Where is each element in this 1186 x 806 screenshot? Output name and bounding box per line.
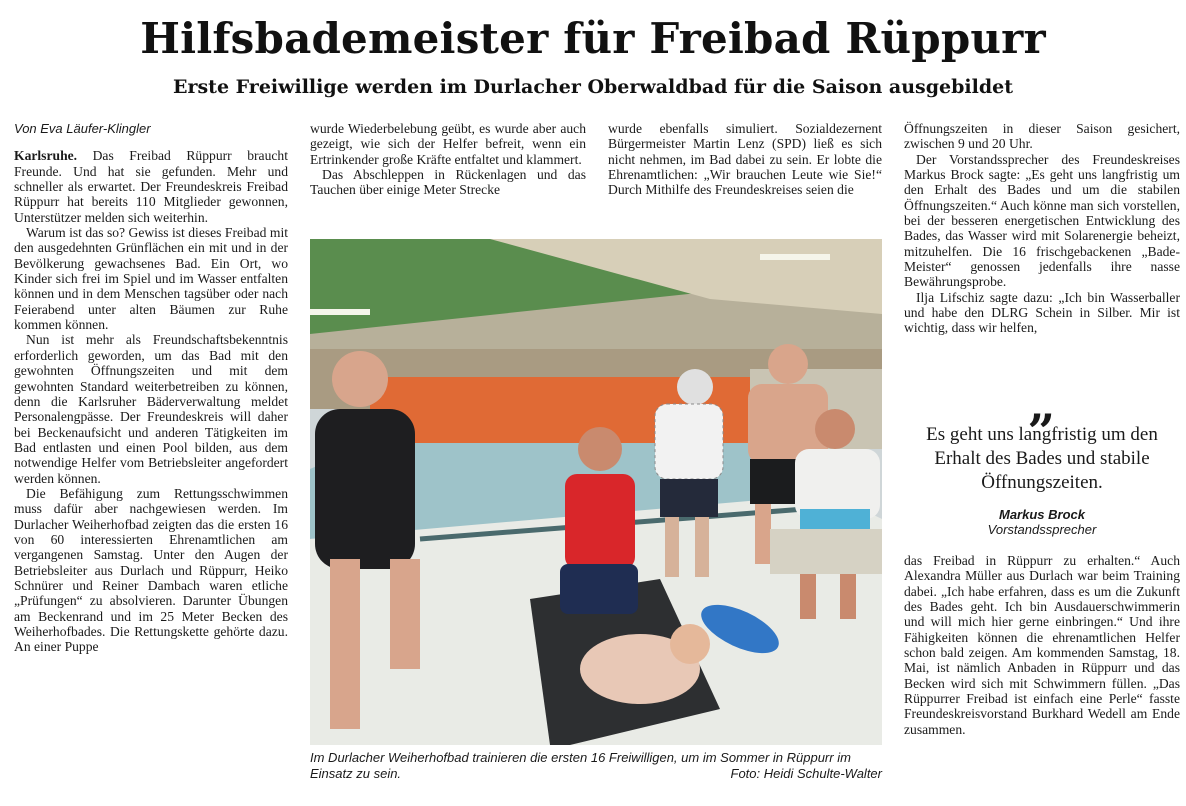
paragraph: Nun ist mehr als Freundschaftsbekenntnis erforderlich geworden, um das Bad mit den gewohnten Öffnungszeiten und mit dem gewohnten Standard weiterbetreiben zu können, denn die Karlsruher Bäderverwaltung meldet Personalengpässe. Der Freundeskreis will daher bei Beckenaufsicht und anderen Tätigkeiten im Bad entlasten und einen Pool bilden, aus dem notwendige Helfer vom Betriebsleiter angefordert werden können. <box>14 332 288 486</box>
article-column-2 <box>310 121 586 198</box>
person-elderly-skirt <box>660 479 718 517</box>
paragraph: wurde ebenfalls simuliert. Sozialdezernent Bürgermeister Martin Lenz (SPD) ließ es sich nicht nehmen, im Bad dabei zu sein. Er lobte die Ehrenamtlichen: „Wir brauchen Leute wie Sie!“ Durch Mithilfe des Freundeskreises seien die <box>608 121 882 198</box>
person-shirtless-leg <box>755 504 771 564</box>
instructor-shorts <box>560 564 638 614</box>
person-right-top <box>795 449 880 519</box>
paragraph: Das Abschleppen in Rückenlagen und das Tauchen über einige Meter Strecke <box>310 167 586 198</box>
quote-text: Es geht uns langfristig um den Erhalt des Bades und stabile Öffnungszeiten. <box>926 424 1158 493</box>
paragraph: Öffnungszeiten in dieser Saison gesichert, zwischen 9 und 20 Uhr. <box>904 121 1180 152</box>
article-headline: Hilfsbademeister für Freibad Rüppurr <box>140 14 1046 63</box>
swimming-pool-training-photo <box>310 239 882 745</box>
person-elderly-striped-top <box>655 404 723 479</box>
article-column-3 <box>608 121 882 198</box>
quote-author-role: Vorstandssprecher <box>987 522 1097 537</box>
person-elderly-head <box>677 369 713 405</box>
instructor-red-shirt <box>565 474 635 569</box>
photo-caption <box>310 750 882 782</box>
article-column-4-bottom <box>904 553 1180 737</box>
paragraph-text: Das Freibad Rüppurr braucht Freunde. Und hat sie gefunden. Mehr und schneller als erwartet. Der Freundeskreis Freibad Rüppurr hat bereits 110 Mitglieder gewonnen, Unterstützer melden sich weiterhin. <box>14 148 288 225</box>
person-elderly-leg <box>695 517 709 577</box>
caption-text: Im Durlacher Weiherhofbad trainieren die ersten 16 Freiwilligen, um im Sommer in Rüppurr im Einsatz zu sein. <box>310 750 851 781</box>
person-left-leg <box>330 559 360 729</box>
ceiling-light <box>760 254 830 260</box>
article-column-1 <box>14 121 288 655</box>
dateline: Karlsruhe. <box>14 148 78 164</box>
pull-quote <box>904 377 1180 537</box>
person-left-leg <box>390 559 420 669</box>
paragraph <box>14 148 288 225</box>
byline: Von Eva Läufer-Klingler <box>14 121 151 136</box>
paragraph: Der Vorstandssprecher des Freundeskreises Markus Brock sagte: „Es geht uns langfristig um den Erhalt des Bades und um die stabilen Öffnungszeiten.“ Auch könne man sich vorstellen, bei der besseren energetischen Entwicklung des Bades, das Wasser wird mit Solarenergie beheizt, mitzuhelfen. Die 16 frischgebackenen „Bade-Meister“ genossen jedenfalls ihre nasse Bewährungsprobe. <box>904 151 1180 290</box>
paragraph: Die Befähigung zum Rettungsschwimmen muss dafür aber nachgewiesen werden. Im Durlacher Weiherhofbad zeigten das die ersten 16 von 60 interessierten Ehrenamtlichen am vergangenen Samstag. Unter den Augen der Betriebsleiter aus Durlach und Rüppurr, Heiko Schnürer und Reiner Dambach waren etliche „Prüfungen“ zu absolvieren. Darunter Übungen am Beckenrand und im 25 Meter Becken des Weiherhofbades. Die Rettungskette gehörte dazu. An einer Puppe <box>14 485 288 655</box>
paragraph: wurde Wiederbelebung geübt, es wurde aber auch gezeigt, wie sich der Helfer befreit, wenn ein Ertrinkender große Kräfte entfaltet und klammert. <box>310 121 586 167</box>
person-left <box>315 409 415 569</box>
photo-credit: Foto: Heidi Schulte-Walter <box>730 766 882 781</box>
quote-mark-icon: „ <box>1028 377 1056 433</box>
instructor-head <box>578 427 622 471</box>
paragraph: das Freibad in Rüppurr zu erhalten.“ Auch Alexandra Müller aus Durlach war beim Training dabei. „Ich habe erfahren, dass es um die Zukunft des Bades geht. Ich bin Ausdauerschwimmerin und will mich hier gerne einbringen.“ Und ihre Fähigkeiten können die ehrenamtlichen Helfer schon bald zeigen. Am kommenden Samstag, 18. Mai, ist nämlich Anbaden in Rüppurr und das Becken wird sich mit Schwimmern füllen. „Das Rüppurrer Freibad ist einfach eine Perle“ fasste Freundeskreisvorstand Burkhard Wedell am Ende zusammen. <box>904 553 1180 737</box>
paragraph: Warum ist das so? Gewiss ist dieses Freibad mit den ausgedehnten Grünflächen ein mit und in der Bevölkerung gewachsenes Bad. Ein Ort, wo Kinder sich frei im Spiel und im Wasser entfalten können und in dem Menschen tagsüber oder nach Feierabend unter alten Bäumen zur Ruhe kommen können. <box>14 225 288 333</box>
person-left-head <box>332 351 388 407</box>
person-right-head <box>815 409 855 449</box>
person-shirtless-head <box>768 344 808 384</box>
ceiling-light <box>310 309 370 315</box>
article-column-4-top <box>904 121 1180 336</box>
article-subheadline: Erste Freiwillige werden im Durlacher Oberwaldbad für die Saison ausgebildet <box>172 76 1013 98</box>
cpr-manikin-head <box>670 624 710 664</box>
person-elderly-leg <box>665 517 679 577</box>
quote-author: Markus Brock <box>999 507 1085 522</box>
article-photo <box>310 239 882 745</box>
paragraph: Ilja Lifschiz sagte dazu: „Ich bin Wasserballer und habe den DLRG Schein in Silber. Mir ist wichtig, dass wir helfen, <box>904 289 1180 336</box>
bench <box>770 529 882 574</box>
